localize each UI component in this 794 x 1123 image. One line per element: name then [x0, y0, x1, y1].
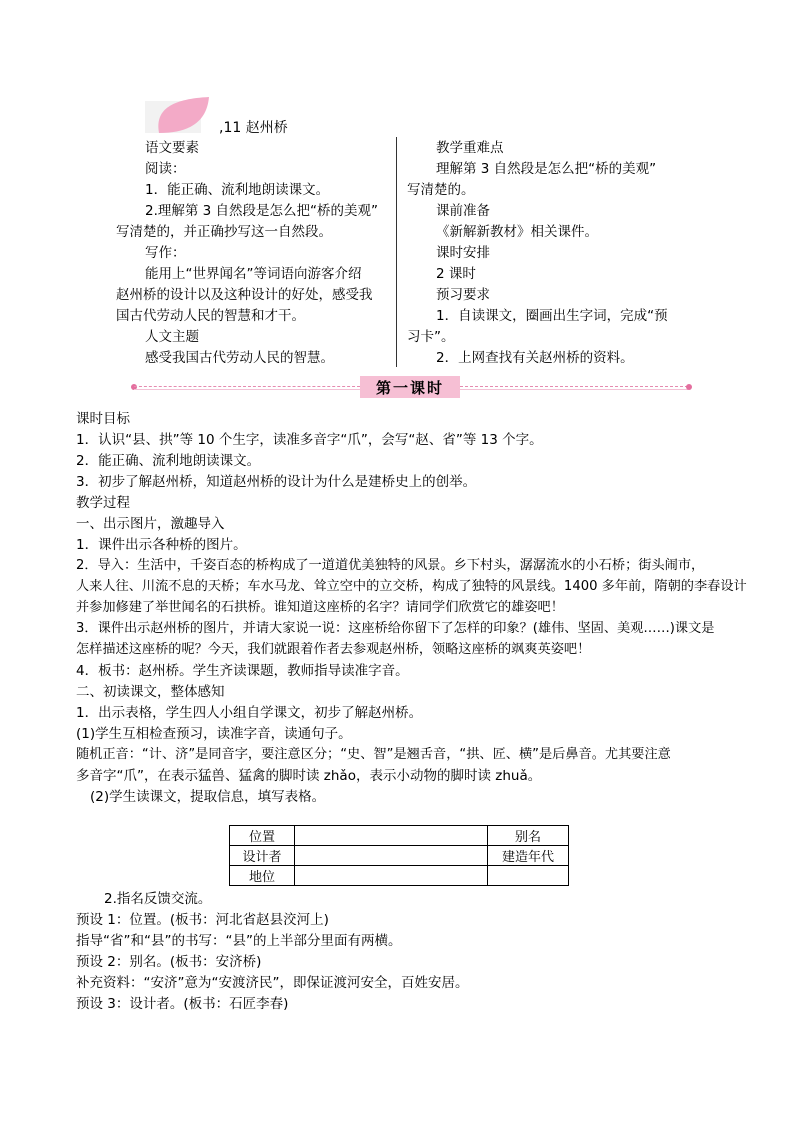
body-line: (1)学生互相检查预习，读准字音，读通句子。 — [76, 726, 352, 742]
body-line: 3．初步了解赵州桥，知道赵州桥的设计为什么是建桥史上的创举。 — [76, 474, 477, 490]
left-line: 写清楚的，并正确抄写这一自然段。 — [116, 224, 332, 240]
table-cell: 建造年代 — [488, 846, 569, 866]
table-cell — [295, 846, 488, 866]
table-cell — [488, 866, 569, 886]
body-line: 课时目标 — [76, 411, 130, 427]
left-line: 人文主题 — [145, 329, 199, 345]
leaf-badge-icon — [145, 97, 209, 133]
left-line: 赵州桥的设计以及这种设计的好处，感受我 — [116, 287, 373, 303]
left-line: 2.理解第 3 自然段是怎么把“桥的美观” — [145, 203, 379, 219]
right-line: 写清楚的。 — [407, 182, 475, 198]
banner-rule-left — [134, 386, 360, 388]
left-line: 写作： — [145, 245, 186, 261]
table-cell: 位置 — [230, 826, 295, 846]
body-line: 预设 1：位置。(板书：河北省赵县洨河上) — [76, 912, 329, 928]
left-line: 感受我国古代劳动人民的智慧。 — [145, 350, 334, 366]
body-line: 2.指名反馈交流。 — [104, 891, 212, 907]
table-cell: 设计者 — [230, 846, 295, 866]
body-line: 4．板书：赵州桥。学生齐读课题，教师指导读准字音。 — [76, 663, 409, 679]
body-line: 二、初读课文，整体感知 — [76, 684, 225, 700]
table-cell: 别名 — [488, 826, 569, 846]
table-cell — [295, 866, 488, 886]
right-line: 预习要求 — [436, 287, 490, 303]
right-line: 2 课时 — [436, 266, 476, 282]
left-line: 能用上“世界闻名”等词语向游客介绍 — [145, 266, 362, 282]
right-line: 2．上网查找有关赵州桥的资料。 — [436, 350, 634, 366]
table-cell — [295, 826, 488, 846]
body-line: 多音字“爪”，在表示猛兽、猛禽的脚时读 zhǎo，表示小动物的脚时读 zhuǎ。 — [76, 768, 542, 784]
body-line: 预设 3：设计者。(板书：石匠李春) — [76, 996, 289, 1012]
table-row — [230, 846, 569, 866]
table-row — [230, 866, 569, 886]
right-line: 1．自读课文，圈画出生字词，完成“预 — [436, 308, 668, 324]
body-line: 预设 2：别名。(板书：安济桥) — [76, 954, 262, 970]
body-line: 1．出示表格，学生四人小组自学课文，初步了解赵州桥。 — [76, 705, 423, 721]
body-line: 并参加修建了举世闻名的石拱桥。谁知道这座桥的名字？请同学们欣赏它的雄姿吧！ — [76, 600, 564, 615]
left-line: 1．能正确、流利地朗读课文。 — [145, 182, 330, 198]
banner-rule-right — [460, 386, 688, 388]
body-line: 人来人往、川流不息的天桥；车水马龙、耸立空中的立交桥，构成了独特的风景线。1400 多年前，隋朝的李春设计 — [76, 579, 747, 594]
right-line: 《新解新教材》相关课件。 — [436, 224, 598, 240]
body-line: 指导“省”和“县”的书写：“县”的上半部分里面有两横。 — [76, 933, 402, 949]
body-line: 怎样描述这座桥的呢？今天，我们就跟着作者去参观赵州桥，领略这座桥的飒爽英姿吧！ — [76, 642, 591, 657]
left-line: 国古代劳动人民的智慧和才干。 — [116, 308, 305, 324]
body-line: 1．认识“县、拱”等 10 个生字，读准多音字“爪”，会写“赵、省”等 13 个字。 — [76, 432, 543, 448]
banner-rule-left — [134, 389, 360, 391]
body-line: 随机正音：“计、济”是同音字，要注意区分；“史、智”是翘舌音，“拱、匠、横”是后鼻音。尤其要注意 — [76, 747, 671, 762]
banner-rule-right — [460, 389, 688, 391]
banner-dot-right — [686, 384, 692, 390]
body-line: 一、出示图片，激趣导入 — [76, 516, 225, 532]
lesson-title: ,11 赵州桥 — [219, 120, 288, 136]
body-line: 2．导入：生活中，千姿百态的桥构成了一道道优美独特的风景。乡下村头，潺潺流水的小石桥；街头闹市， — [76, 558, 705, 573]
body-line: 2．能正确、流利地朗读课文。 — [76, 453, 261, 469]
right-line: 教学重难点 — [436, 140, 504, 156]
left-line: 阅读： — [145, 161, 186, 177]
body-line: 3．课件出示赵州桥的图片，并请大家说一说：这座桥给你留下了怎样的印象？(雄伟、坚固、美观……)课文是 — [76, 621, 715, 636]
body-line: 1．课件出示各种桥的图片。 — [76, 537, 247, 553]
right-line: 课时安排 — [436, 245, 490, 261]
right-line: 习卡”。 — [407, 329, 455, 345]
info-table — [229, 825, 569, 886]
body-line: 教学过程 — [76, 495, 130, 511]
left-line: 语文要素 — [145, 140, 199, 156]
body-line: 补充资料：“安济”意为“安渡济民”，即保证渡河安全，百姓安居。 — [76, 975, 469, 991]
body-line: (2)学生读课文，提取信息，填写表格。 — [90, 789, 326, 805]
right-line: 课前准备 — [436, 203, 490, 219]
column-divider — [396, 137, 397, 367]
section-banner: 第一课时 — [360, 376, 460, 398]
table-cell: 地位 — [230, 866, 295, 886]
table-row — [230, 826, 569, 846]
right-line: 理解第 3 自然段是怎么把“桥的美观” — [436, 161, 657, 177]
